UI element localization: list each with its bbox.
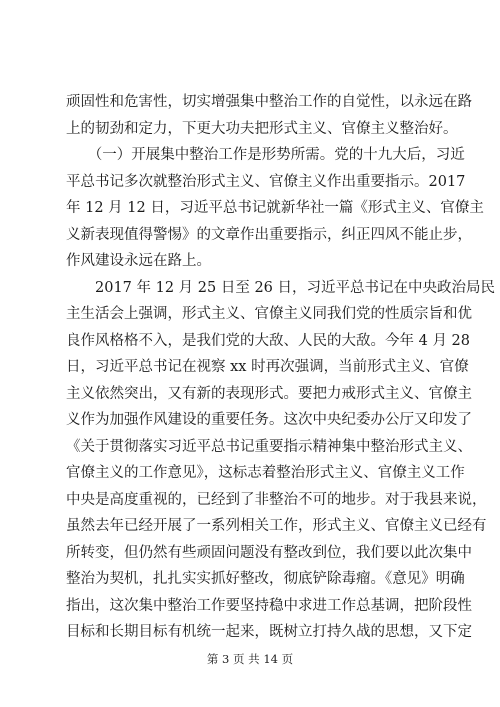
text-line: 年 12 月 12 日，习近平总书记就新华社一篇《形式主义、官僚主 [66, 200, 484, 216]
text-line: 目标和长期目标有机统一起来，既树立打持久战的思想，又下定 [66, 624, 472, 640]
text-line: 义作为加强作风建设的重要任务。这次中央纪委办公厅又印发了 [66, 412, 472, 428]
text-line: 《关于贯彻落实习近平总书记重要指示精神集中整治形式主义、 [66, 438, 472, 455]
page-footer: 第 3 页 共 14 页 [206, 652, 294, 666]
text-line: 日，习近平总书记在视察 xx 时再次强调，当前形式主义、官僚 [66, 359, 469, 375]
text-line: 指出，这次集中整治工作要坚持稳中求进工作总基调，把阶段性 [66, 597, 472, 614]
text-line: 整治为契机，扎扎实实抓好整改，彻底铲除毒瘤。《意见》明确 [66, 571, 465, 587]
text-line: 官僚主义的工作意见》，这标志着整治形式主义、官僚主义工作 [66, 465, 465, 481]
text-line: 上的韧劲和定力，下更大功夫把形式主义、官僚主义整治好。 [66, 120, 458, 137]
text-line: 顽固性和危害性，切实增强集中整治工作的自觉性，以永远在路 [66, 94, 472, 110]
text-line: 虽然去年已经开展了一系列相关工作，形式主义、官僚主义已经有 [66, 518, 487, 534]
text-line: 中央是高度重视的，已经到了非整治不可的地步。对于我县来说， [66, 491, 487, 508]
text-line: 主义依然突出，又有新的表现形式。要把力戒形式主义、官僚主 [66, 385, 472, 402]
document-body [66, 89, 496, 646]
text-line: （一）开展集中整治工作是形势所需。党的十九大后，习近 [66, 147, 465, 163]
text-line: 平总书记多次就整治形式主义、官僚主义作出重要指示。2017 [66, 173, 466, 190]
text-line: 良作风格格不入，是我们党的大敌、人民的大敌。今年 4 月 28 [66, 332, 471, 349]
text-line: 义新表现值得警惕》的文章作出重要指示，纠正四风不能止步， [66, 226, 472, 243]
text-line: 2017 年 12 月 25 日至 26 日，习近平总书记在中央政治局民 [66, 279, 496, 296]
text-line: 作风建设永远在路上。 [66, 253, 211, 269]
text-line: 所转变，但仍然有些顽固问题没有整改到位，我们要以此次集中 [66, 544, 472, 561]
text-line: 主生活会上强调，形式主义、官僚主义同我们党的性质宗旨和优 [66, 306, 472, 322]
